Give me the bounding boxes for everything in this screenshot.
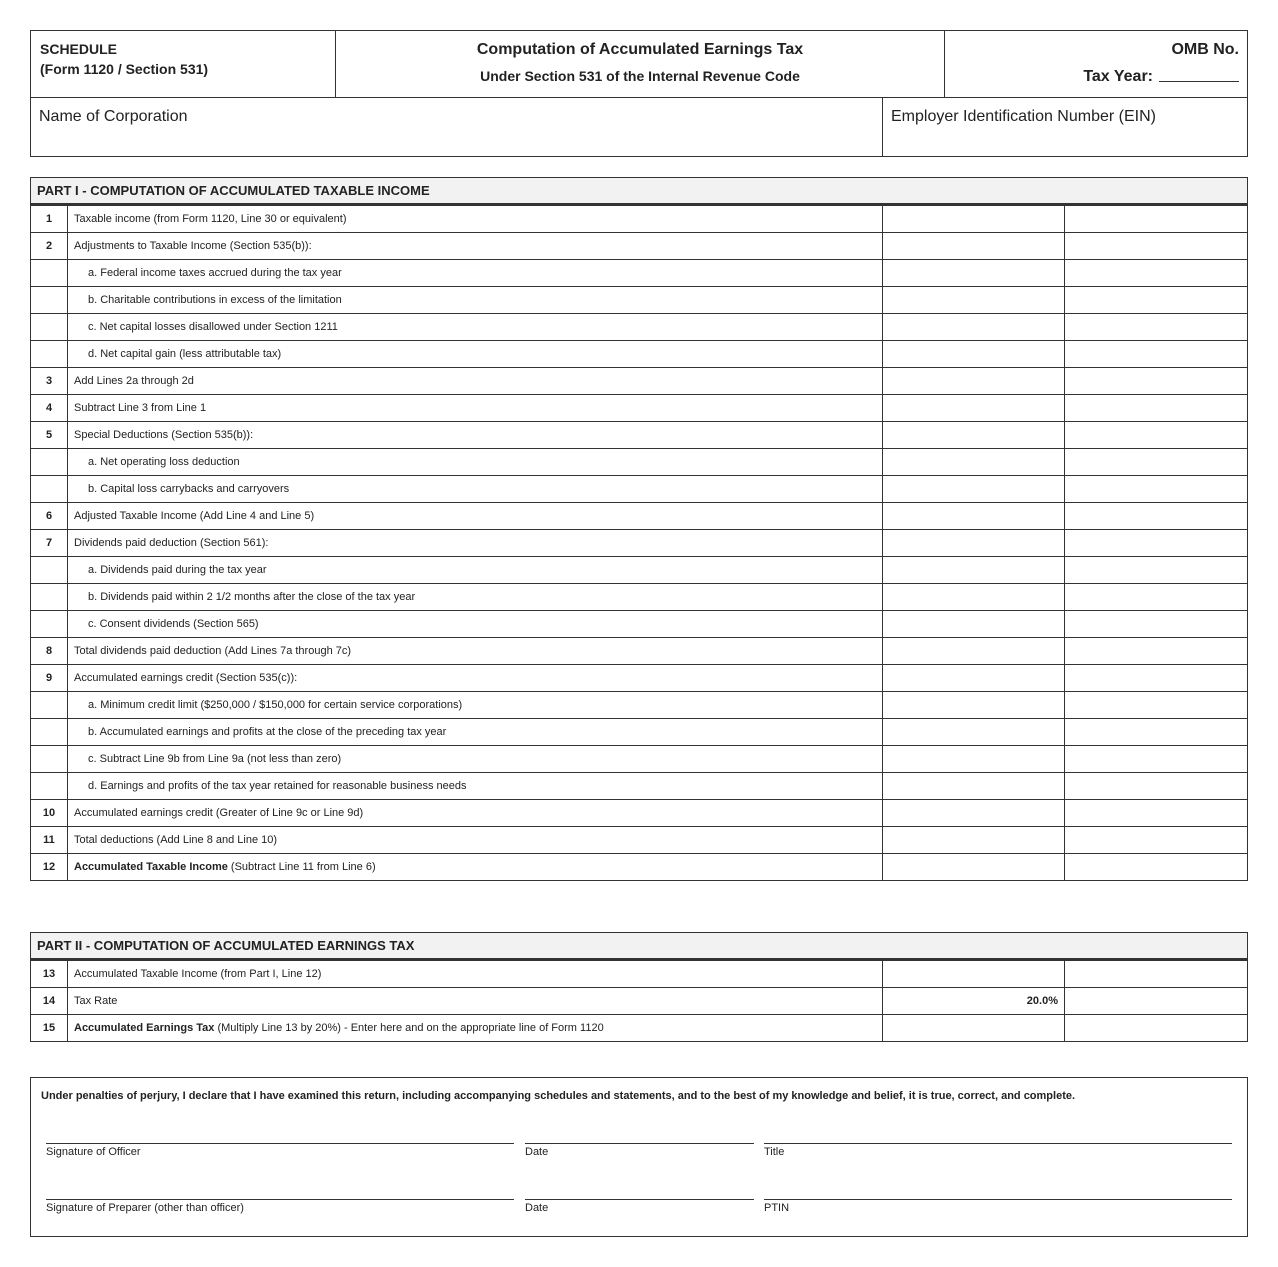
ein-field[interactable] [883,98,1247,156]
line-description [68,1015,883,1042]
line-number: 11 [31,827,68,854]
signature-section [30,1077,1248,1237]
line-row [31,503,1248,530]
ptin-line[interactable] [764,1199,1232,1200]
line-description: b. Charitable contributions in excess of the limitation [68,287,883,314]
line-description: Taxable income (from Form 1120, Line 30 or equivalent) [68,206,883,233]
total-field[interactable] [1065,719,1248,746]
total-field[interactable] [1065,260,1248,287]
total-field[interactable] [1065,206,1248,233]
total-field[interactable] [1065,233,1248,260]
line-description: Add Lines 2a through 2d [68,368,883,395]
line-row [31,557,1248,584]
line-number: 9 [31,665,68,692]
preparer-signature-line[interactable] [46,1199,514,1200]
line-description: Adjusted Taxable Income (Add Line 4 and Line 5) [68,503,883,530]
tax-year-label: Tax Year: [1083,68,1153,85]
line-row [31,827,1248,854]
amount-field[interactable] [883,800,1065,827]
line-row [31,854,1248,881]
omb-label: OMB No. [1171,41,1239,58]
officer-date-label: Date [525,1146,549,1158]
total-field[interactable] [1065,611,1248,638]
total-field[interactable] [1065,638,1248,665]
amount-field[interactable] [883,260,1065,287]
line-number: 8 [31,638,68,665]
amount-field[interactable] [883,422,1065,449]
line-description: c. Consent dividends (Section 565) [68,611,883,638]
title-cell [336,31,945,97]
line-description: a. Federal income taxes accrued during the tax year [68,260,883,287]
line-description: Subtract Line 3 from Line 1 [68,395,883,422]
line-row [31,287,1248,314]
total-field[interactable] [1065,287,1248,314]
total-field[interactable] [1065,827,1248,854]
line-description-rest: (Subtract Line 11 from Line 6) [227,861,376,873]
line-row [31,530,1248,557]
part2-heading: PART II - COMPUTATION OF ACCUMULATED EARNINGS TAX [30,932,1248,960]
line-number [31,719,68,746]
total-field[interactable] [1065,476,1248,503]
line-description: Accumulated Taxable Income (from Part I, Line 12) [68,961,883,988]
line-description: Total deductions (Add Line 8 and Line 10) [68,827,883,854]
perjury-declaration: Under penalties of perjury, I declare that I have examined this return, including accompanying schedules and statements, and to the best of my knowledge and belief, it is true, correct, and complete. [41,1090,1076,1102]
line-row [31,638,1248,665]
line-description-bold: Accumulated Earnings Tax [74,1022,215,1034]
officer-signature-line[interactable] [46,1143,514,1144]
line-number [31,341,68,368]
line-description: Total dividends paid deduction (Add Lines 7a through 7c) [68,638,883,665]
total-field[interactable] [1065,746,1248,773]
line-row [31,988,1248,1015]
line-description: c. Subtract Line 9b from Line 9a (not less than zero) [68,746,883,773]
amount-field[interactable] [883,449,1065,476]
amount-field[interactable] [883,206,1065,233]
amount-field[interactable] [883,854,1065,881]
part2-section [30,932,1248,1042]
line-number [31,260,68,287]
amount-field[interactable] [883,961,1065,988]
line-row [31,746,1248,773]
line-description: b. Capital loss carrybacks and carryovers [68,476,883,503]
amount-field[interactable] [883,287,1065,314]
title-label: Title [764,1146,785,1158]
line-description: Accumulated earnings credit (Section 535(c)): [68,665,883,692]
preparer-date-line[interactable] [525,1199,754,1200]
form-title: Computation of Accumulated Earnings Tax [476,41,804,58]
ptin-label: PTIN [764,1202,790,1214]
line-number: 5 [31,422,68,449]
line-description: Adjustments to Taxable Income (Section 535(b)): [68,233,883,260]
line-number: 14 [31,988,68,1015]
line-row [31,206,1248,233]
ein-label: Employer Identification Number (EIN) [891,108,1156,125]
line-row [31,314,1248,341]
total-field[interactable] [1065,503,1248,530]
line-number: 15 [31,1015,68,1042]
line-number [31,314,68,341]
schedule-cell [31,31,336,97]
line-number: 1 [31,206,68,233]
amount-field[interactable] [883,314,1065,341]
line-row [31,1015,1248,1042]
amount-field[interactable] [883,530,1065,557]
amount-field[interactable] [883,665,1065,692]
amount-field[interactable] [883,611,1065,638]
line-number [31,746,68,773]
amount-field[interactable] [883,827,1065,854]
preparer-date-label: Date [525,1202,549,1214]
line-description: c. Net capital losses disallowed under Section 1211 [68,314,883,341]
title-line[interactable] [764,1143,1232,1144]
total-field[interactable] [1065,449,1248,476]
line-number [31,611,68,638]
line-description [68,854,883,881]
line-description: a. Minimum credit limit ($250,000 / $150,000 for certain service corporations) [68,692,883,719]
line-description-bold: Accumulated Taxable Income [74,861,228,873]
amount-field[interactable] [883,341,1065,368]
line-description: Special Deductions (Section 535(b)): [68,422,883,449]
line-description: b. Accumulated earnings and profits at the close of the preceding tax year [68,719,883,746]
part1-section [30,177,1248,881]
total-field[interactable] [1065,773,1248,800]
line-row [31,422,1248,449]
line-row [31,260,1248,287]
line-row [31,773,1248,800]
line-row [31,368,1248,395]
line-number [31,584,68,611]
line-row [31,692,1248,719]
line-description: b. Dividends paid within 2 1/2 months after the close of the tax year [68,584,883,611]
total-field[interactable] [1065,368,1248,395]
line-number: 10 [31,800,68,827]
line-row [31,449,1248,476]
total-field[interactable] [1065,557,1248,584]
amount-field[interactable] [883,692,1065,719]
amount-field[interactable] [883,719,1065,746]
line-number: 4 [31,395,68,422]
line-row [31,233,1248,260]
part1-table [30,205,1248,881]
corporation-name-label: Name of Corporation [39,108,188,125]
line-description: d. Earnings and profits of the tax year retained for reasonable business needs [68,773,883,800]
line-number: 2 [31,233,68,260]
total-field[interactable] [1065,1015,1248,1042]
amount-field[interactable] [883,773,1065,800]
total-field[interactable] [1065,341,1248,368]
amount-field[interactable] [883,368,1065,395]
part1-heading: PART I - COMPUTATION OF ACCUMULATED TAXABLE INCOME [30,177,1248,205]
line-number [31,476,68,503]
line-row [31,800,1248,827]
line-number [31,773,68,800]
line-row [31,476,1248,503]
amount-field[interactable]: 20.0% [883,988,1065,1015]
total-field[interactable] [1065,665,1248,692]
corporation-name-field[interactable] [31,98,883,156]
amount-field[interactable] [883,503,1065,530]
line-number: 3 [31,368,68,395]
line-description: Tax Rate [68,988,883,1015]
officer-date-line[interactable] [525,1143,754,1144]
line-number: 6 [31,503,68,530]
line-row [31,395,1248,422]
part2-table [30,960,1248,1042]
total-field[interactable] [1065,314,1248,341]
form-subtitle: Under Section 531 of the Internal Revenue Code [480,68,800,84]
line-row [31,665,1248,692]
amount-field[interactable] [883,1015,1065,1042]
line-number [31,692,68,719]
line-description: a. Net operating loss deduction [68,449,883,476]
line-row [31,961,1248,988]
amount-field[interactable] [883,476,1065,503]
line-description-rest: (Multiply Line 13 by 20%) - Enter here and on the appropriate line of Form 1120 [214,1022,604,1034]
tax-year-field[interactable] [1159,81,1239,82]
line-number: 12 [31,854,68,881]
form-header [30,30,1248,98]
line-row [31,341,1248,368]
line-number [31,449,68,476]
total-field[interactable] [1065,422,1248,449]
line-number [31,557,68,584]
line-description: Accumulated earnings credit (Greater of Line 9c or Line 9d) [68,800,883,827]
amount-field[interactable] [883,584,1065,611]
omb-cell [945,31,1247,97]
line-row [31,611,1248,638]
preparer-signature-label: Signature of Preparer (other than officer) [46,1202,244,1214]
amount-field[interactable] [883,395,1065,422]
total-field[interactable] [1065,692,1248,719]
identity-row [30,97,1248,157]
line-row [31,584,1248,611]
total-field[interactable] [1065,395,1248,422]
total-field[interactable] [1065,530,1248,557]
amount-field[interactable] [883,638,1065,665]
line-number [31,287,68,314]
line-number: 13 [31,961,68,988]
amount-field[interactable] [883,557,1065,584]
total-field[interactable] [1065,800,1248,827]
total-field[interactable] [1065,988,1248,1015]
total-field[interactable] [1065,961,1248,988]
amount-field[interactable] [883,746,1065,773]
line-description: d. Net capital gain (less attributable tax) [68,341,883,368]
amount-field[interactable] [883,233,1065,260]
line-description: a. Dividends paid during the tax year [68,557,883,584]
line-number: 7 [31,530,68,557]
schedule-form-ref: (Form 1120 / Section 531) [40,61,209,77]
total-field[interactable] [1065,854,1248,881]
line-description: Dividends paid deduction (Section 561): [68,530,883,557]
officer-signature-label: Signature of Officer [46,1146,141,1158]
line-row [31,719,1248,746]
total-field[interactable] [1065,584,1248,611]
schedule-label: SCHEDULE [40,41,118,57]
